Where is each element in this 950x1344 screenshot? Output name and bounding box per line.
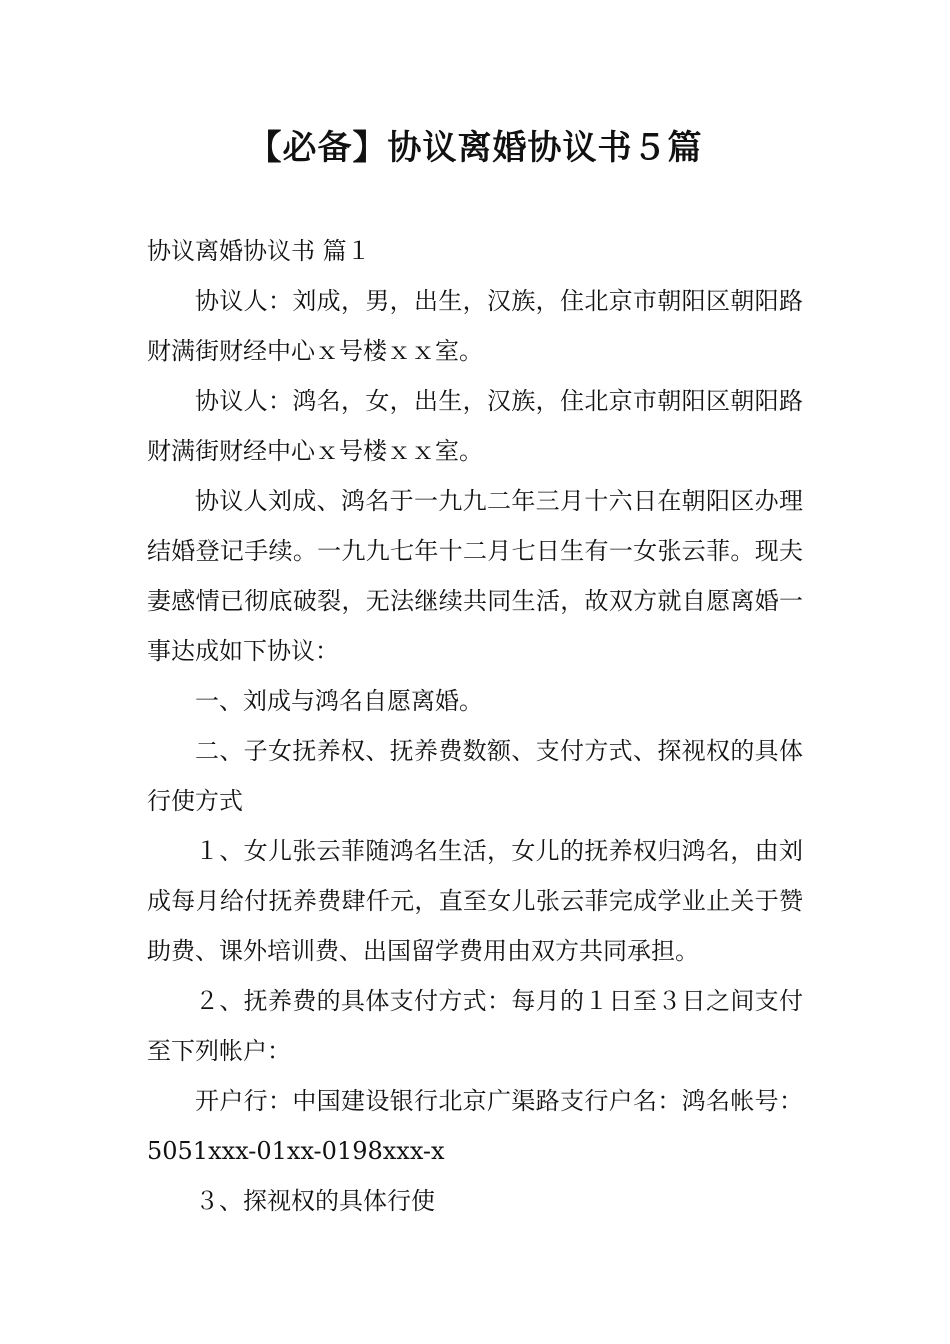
paragraph-party-1: 协议人：刘成，男，出生，汉族，住北京市朝阳区朝阳路财满街财经中心ｘ号楼ｘｘ室。 [147,287,803,365]
paragraph-background: 协议人刘成、鸿名于一九九二年三月十六日在朝阳区办理结婚登记手续。一九九七年十二月七日生有一女张云菲。现夫妻感情已彻底破裂，无法继续共同生活，故双方就自愿离婚一事达成如下协议： [147,487,803,665]
paragraph-party-2: 协议人：鸿名，女，出生，汉族，住北京市朝阳区朝阳路财满街财经中心ｘ号楼ｘｘ室。 [147,387,803,465]
section-heading: 协议离婚协议书 篇１ [147,237,371,265]
paragraph-payment-method: ２、抚养费的具体支付方式：每月的１日至３日之间支付至下列帐户： [147,987,803,1065]
paragraph-custody: １、女儿张云菲随鸿名生活，女儿的抚养权归鸿名，由刘成每月给付抚养费肆仟元，直至女儿张云菲完成学业止关于赞助费、课外培训费、出国留学费用由双方共同承担。 [147,837,803,965]
paragraph-bank-account: 开户行：中国建设银行北京广渠路支行户名：鸿名帐号：5051xxx-01xx-0198xxx-x [147,1087,803,1165]
paragraph-clause-2: 二、子女抚养权、抚养费数额、支付方式、探视权的具体行使方式 [147,737,803,815]
paragraph-clause-1: 一、刘成与鸿名自愿离婚。 [195,687,483,715]
document-title: 【必备】协议离婚协议书５篇 [247,128,703,168]
paragraph-visitation: ３、探视权的具体行使 [195,1187,435,1215]
document-body [147,226,803,1226]
